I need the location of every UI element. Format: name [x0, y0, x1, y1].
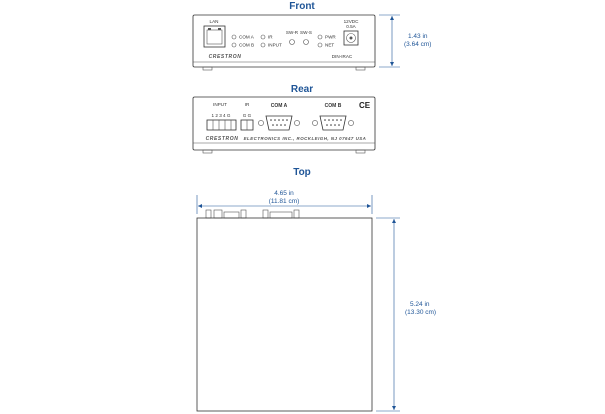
sw-r-button[interactable]: [290, 40, 295, 45]
front-height-value-metric: (3.64 cm): [404, 41, 432, 48]
input-pins: 1 2 3 4 G: [211, 113, 231, 118]
led-input: [261, 43, 265, 47]
top-connector-input: [206, 210, 211, 218]
led-net-label: NET: [325, 42, 335, 48]
input-terminal-block[interactable]: [207, 120, 236, 130]
top-depth-value-metric: (13.30 cm): [405, 309, 437, 316]
rear-address: ELECTRONICS INC., ROCKLEIGH, NJ 07647 USA: [243, 136, 367, 141]
top-width-value-metric: (11.81 cm): [268, 198, 300, 205]
ce-mark: CE: [359, 101, 371, 110]
ir-label: IR: [244, 102, 250, 107]
top-depth-value: 5.24 in: [410, 301, 430, 308]
front-view-title: Front: [289, 1, 315, 12]
rear-foot-left: [203, 150, 212, 153]
front-foot-right: [356, 67, 365, 70]
ir-pins: G G: [242, 113, 252, 118]
led-com-a-label: COM A: [239, 34, 254, 40]
led-pwr: [318, 35, 322, 39]
power-label-line1: 12VDC: [343, 19, 359, 24]
top-connector-com-a: [241, 210, 246, 218]
led-net: [318, 43, 322, 47]
rear-view-title: Rear: [290, 84, 314, 95]
led-com-b: [232, 43, 236, 47]
input-label: INPUT: [213, 102, 227, 107]
rear-panel: [193, 97, 375, 153]
top-view-outline: [197, 218, 372, 411]
rear-foot-right: [356, 150, 365, 153]
top-view-title: Top: [293, 167, 311, 178]
top-depth-dimension: [376, 218, 436, 411]
com-a-label: COM A: [270, 103, 288, 109]
lan-label: LAN: [209, 19, 219, 24]
com-a-port[interactable]: [258, 116, 299, 130]
com-b-port[interactable]: [312, 116, 353, 130]
front-brand: CRESTRON: [208, 54, 242, 60]
front-height-value: 1.43 in: [408, 33, 428, 40]
power-label-line2: 0.5A: [346, 24, 356, 29]
com-b-label: COM B: [324, 103, 342, 109]
top-width-value: 4.65 in: [274, 190, 294, 197]
sw-r-label: SW-R: [285, 30, 299, 35]
top-connector-com-b: [270, 212, 292, 218]
led-input-label: INPUT: [268, 42, 282, 48]
front-height-dimension: [379, 15, 431, 67]
led-com-a: [232, 35, 236, 39]
led-pwr-label: PWR: [325, 34, 336, 40]
led-ir-label: IR: [268, 34, 273, 40]
top-width-dimension: [197, 190, 372, 214]
sw-s-button[interactable]: [304, 40, 309, 45]
rear-brand: CRESTRON: [205, 136, 239, 142]
led-com-b-label: COM B: [239, 42, 255, 48]
front-panel: [193, 15, 375, 70]
sw-s-label: SW-S: [300, 30, 312, 35]
front-model: DIN-IRAC: [331, 54, 353, 59]
led-ir: [261, 35, 265, 39]
top-view: [197, 210, 372, 411]
front-foot-left: [203, 67, 212, 70]
